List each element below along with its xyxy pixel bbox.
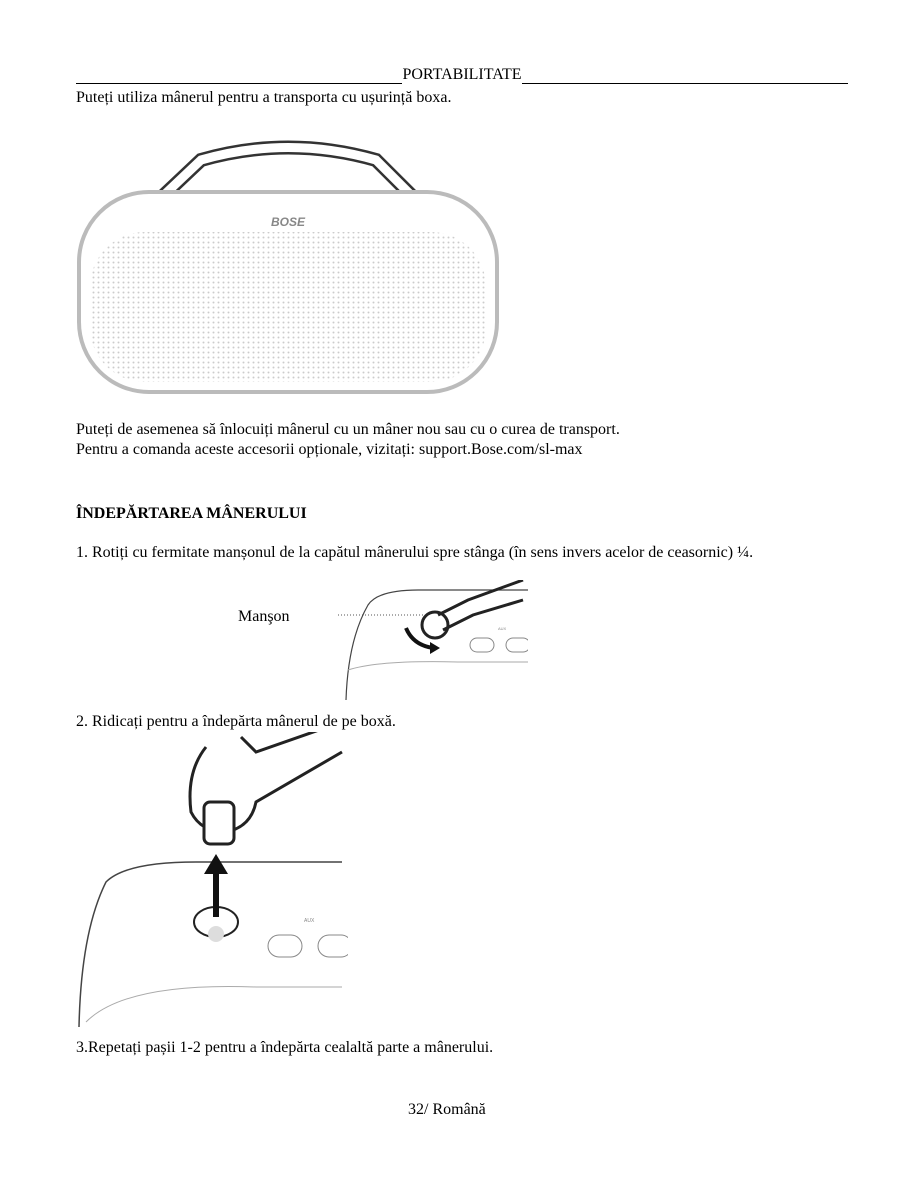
header-rule-right xyxy=(522,69,848,84)
intro-text: Puteți utiliza mânerul pentru a transporta cu ușurință boxa. xyxy=(76,89,452,106)
section-header xyxy=(76,66,848,84)
step-1-illustration xyxy=(338,580,528,705)
speaker-illustration xyxy=(76,140,500,396)
aux-label-large: AUX xyxy=(304,918,315,924)
paragraph-replace-handle: Puteți de asemenea să înlocuiți mânerul cu un mâner nou sau cu o curea de transport. xyxy=(76,421,620,438)
step-3-text: 3.Repetați pașii 1-2 pentru a îndepărta cealaltă parte a mânerului. xyxy=(76,1039,494,1056)
page-footer: 32/ Română xyxy=(408,1101,486,1118)
step-2-illustration xyxy=(76,732,348,1032)
aux-label: AUX xyxy=(498,626,507,631)
bose-logo: BOSE xyxy=(270,215,306,229)
section-heading: ÎNDEPĂRTAREA MÂNERULUI xyxy=(76,505,307,522)
sleeve-callout-label: Manşon xyxy=(238,608,290,625)
step-2-text: 2. Ridicați pentru a îndepărta mânerul de pe boxă. xyxy=(76,713,396,730)
header-rule-left xyxy=(76,69,402,84)
section-title: PORTABILITATE xyxy=(402,66,522,83)
paragraph-order-accessories: Pentru a comanda aceste accesorii opționale, vizitați: support.Bose.com/sl-max xyxy=(76,441,583,458)
step-1-text: 1. Rotiți cu fermitate manșonul de la capătul mânerului spre stânga (în sens invers acelor de ceasornic) ¼. xyxy=(76,544,754,561)
